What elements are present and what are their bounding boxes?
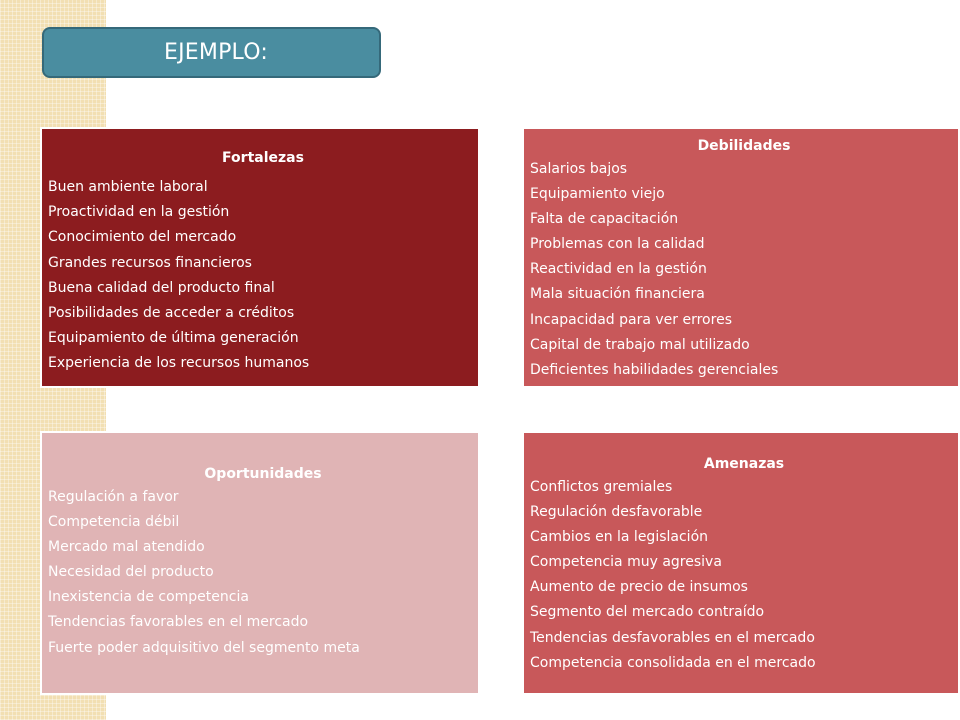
list-item: Grandes recursos financieros — [48, 254, 252, 271]
list-item: Capital de trabajo mal utilizado — [530, 336, 750, 353]
title-banner — [42, 27, 381, 78]
fortalezas-box — [40, 127, 480, 388]
list-item: Tendencias favorables en el mercado — [48, 614, 309, 631]
list-item: Tendencias desfavorables en el mercado — [530, 629, 815, 646]
list-item: Posibilidades de acceder a créditos — [48, 304, 295, 321]
amenazas-list — [530, 475, 958, 676]
list-item: Deficientes habilidades gerenciales — [530, 361, 779, 378]
list-item: Fuerte poder adquisitivo del segmento meta — [48, 639, 360, 656]
list-item: Cambios en la legislación — [530, 529, 709, 546]
list-item: Competencia débil — [48, 514, 180, 531]
debilidades-list — [530, 157, 958, 383]
page-title: EJEMPLO: — [164, 40, 268, 65]
list-item: Mercado mal atendido — [48, 539, 205, 556]
list-item: Competencia muy agresiva — [530, 554, 722, 571]
list-item: Incapacidad para ver errores — [530, 311, 732, 328]
list-item: Problemas con la calidad — [530, 236, 705, 253]
list-item: Falta de capacitación — [530, 211, 679, 228]
list-item: Regulación a favor — [48, 489, 179, 505]
oportunidades-box — [40, 431, 480, 695]
debilidades-box — [522, 127, 960, 388]
fortalezas-list — [48, 175, 478, 377]
fortalezas-heading: Fortalezas — [222, 150, 304, 166]
list-item: Regulación desfavorable — [530, 504, 703, 521]
list-item: Conflictos gremiales — [530, 479, 673, 495]
list-item: Proactividad en la gestión — [48, 204, 230, 221]
list-item: Conocimiento del mercado — [48, 229, 237, 246]
list-item: Equipamiento de última generación — [48, 330, 299, 347]
list-item: Inexistencia de competencia — [48, 589, 249, 606]
list-item: Competencia consolidada en el mercado — [530, 654, 816, 671]
oportunidades-heading: Oportunidades — [204, 466, 322, 482]
list-item: Equipamiento viejo — [530, 186, 665, 203]
list-item: Mala situación financiera — [530, 286, 705, 303]
list-item: Aumento de precio de insumos — [530, 579, 748, 596]
list-item: Segmento del mercado contraído — [530, 604, 765, 621]
list-item: Salarios bajos — [530, 161, 628, 177]
amenazas-heading: Amenazas — [703, 456, 785, 472]
list-item: Reactividad en la gestión — [530, 261, 707, 278]
amenazas-box — [522, 431, 960, 695]
debilidades-heading: Debilidades — [697, 138, 791, 154]
list-item: Buen ambiente laboral — [48, 179, 208, 195]
list-item: Buena calidad del producto final — [48, 279, 275, 296]
list-item: Experiencia de los recursos humanos — [48, 355, 310, 372]
list-item: Necesidad del producto — [48, 564, 214, 581]
oportunidades-list — [48, 485, 478, 661]
